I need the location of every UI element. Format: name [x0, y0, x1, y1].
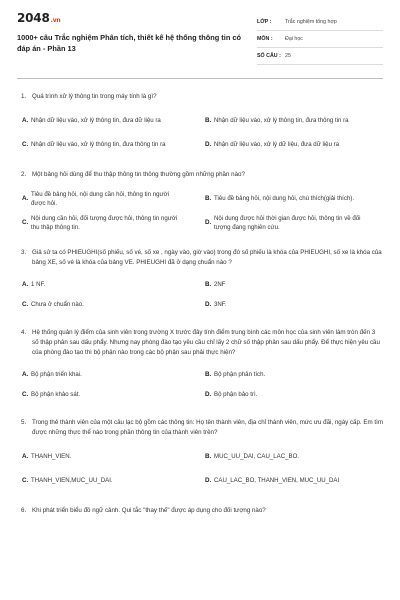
- question-item: [17, 506, 383, 516]
- option-letter: A.: [22, 281, 29, 289]
- answer-options: [17, 365, 383, 405]
- logo-number: 2048: [17, 11, 50, 25]
- option-text: Bộ phận triển khai.: [31, 371, 82, 379]
- question-number: 1.: [21, 93, 27, 100]
- answer-option[interactable]: [17, 469, 200, 493]
- question-stem: [17, 170, 383, 180]
- option-text: Chưa ở chuẩn nào.: [31, 301, 84, 309]
- option-letter: C.: [22, 301, 29, 309]
- answer-option[interactable]: [17, 133, 200, 157]
- answer-option[interactable]: [200, 211, 383, 235]
- answer-option[interactable]: [17, 295, 200, 315]
- question-number: 6.: [21, 507, 27, 514]
- option-letter: D.: [205, 141, 212, 149]
- option-text: Nhận dữ liệu vào, xử lý thông tin, đưa thông tin ra: [31, 141, 166, 149]
- answer-option[interactable]: [17, 365, 200, 385]
- option-letter: D.: [205, 219, 212, 227]
- meta-value: 25: [285, 53, 291, 59]
- answer-options: [17, 275, 383, 315]
- option-letter: B.: [205, 195, 212, 203]
- option-text: Nhận dữ liệu vào, xử lý thông tin, đưa dữ liệu ra: [31, 117, 161, 125]
- option-letter: C.: [22, 219, 29, 227]
- logo-suffix: .vn: [50, 17, 61, 24]
- meta-row-count: [257, 48, 383, 65]
- option-text: Nội dung được hỏi thời gian được hỏi, thông tin về đối tượng đang nghiên cứu.: [214, 214, 361, 231]
- option-letter: B.: [205, 281, 212, 289]
- answer-options: [17, 187, 383, 235]
- document-title: 1000+ câu Trắc nghiệm Phân tích, thiết kế hệ thống thông tin có đáp án - Phần 13: [17, 33, 242, 53]
- option-letter: B.: [205, 371, 212, 379]
- option-text: Nội dung cần hỏi, đối tượng được hỏi, thông tin người thu thập thông tin.: [31, 214, 178, 231]
- option-text: 2NF: [214, 281, 226, 289]
- answer-option[interactable]: [17, 109, 200, 133]
- question-text: Giả sử ta có PHIEUGHI(số phiếu, số vé, số xe , ngày vào, giờ vào) trong đó số phiếu là khóa của PHIEUGHI, số xe là khóa của bảng XE, số vé là khóa của bảng VE. PHIEUGHI đã ở dạng chuẩn nào ?: [32, 249, 382, 266]
- meta-value: Đại học: [285, 36, 303, 42]
- option-text: MUC_UU_DAI, CAU_LAC_BO.: [214, 453, 299, 461]
- question-text: Trong thẻ thành viên của một câu lạc bộ gồm các thông tin: Họ tên thành viên, địa chỉ thành viên, mức ưu đãi, ngày cấp. Em tìm được những thực thể nào trong phần thông tin của thành viên trên?: [32, 419, 383, 436]
- option-letter: B.: [205, 117, 212, 125]
- meta-row-class: [257, 14, 383, 31]
- answer-option[interactable]: [200, 385, 383, 405]
- question-item: [17, 92, 383, 157]
- option-text: THANH_VIEN.: [31, 453, 72, 461]
- answer-options: [17, 109, 383, 157]
- question-stem: [17, 248, 383, 268]
- option-letter: A.: [22, 195, 29, 203]
- option-text: Nhận dữ liệu vào, xử lý dữ liệu, đưa dữ liệu ra: [214, 141, 340, 149]
- option-letter: B.: [205, 453, 212, 461]
- question-item: [17, 328, 383, 405]
- option-text: CAU_LAC_BO, THANH_VIEN, MUC_UU_DAI: [214, 477, 340, 485]
- question-item: [17, 418, 383, 493]
- option-letter: A.: [22, 117, 29, 125]
- answer-option[interactable]: [200, 295, 383, 315]
- option-letter: A.: [22, 453, 29, 461]
- answer-option[interactable]: [17, 445, 200, 469]
- option-text: Bộ phận phân tích.: [214, 371, 266, 379]
- answer-option[interactable]: [200, 445, 383, 469]
- header-divider: [17, 78, 383, 79]
- answer-option[interactable]: [200, 469, 383, 493]
- answer-option[interactable]: [17, 211, 200, 235]
- option-letter: A.: [22, 371, 29, 379]
- option-text: THANH_VIEN,MUC_UU_DAI.: [31, 477, 113, 485]
- meta-row-subject: [257, 31, 383, 48]
- question-number: 5.: [21, 419, 27, 426]
- answer-option[interactable]: [200, 109, 383, 133]
- site-logo[interactable]: [17, 12, 249, 27]
- answer-option[interactable]: [17, 385, 200, 405]
- option-letter: C.: [22, 141, 29, 149]
- option-text: 1 NF.: [31, 281, 46, 289]
- question-number: 3.: [21, 249, 27, 256]
- option-text: Nhận dữ liệu vào, xử lý thông tin, đưa thông tin ra: [214, 117, 349, 125]
- question-number: 4.: [21, 329, 27, 336]
- option-text: Tiêu đề bảng hỏi, nội dung hỏi, chú thích(giải thích).: [214, 195, 355, 203]
- option-text: 3NF.: [214, 301, 227, 309]
- option-text: Tiêu đề bảng hỏi, nội dung cần hỏi, thông tin người được hỏi.: [31, 190, 169, 207]
- option-letter: C.: [22, 477, 29, 485]
- header-left: [17, 12, 249, 74]
- question-stem: [17, 92, 383, 102]
- answer-option[interactable]: [200, 365, 383, 385]
- option-text: Bộ phận bảo trì.: [214, 391, 258, 399]
- option-letter: D.: [205, 391, 212, 399]
- option-letter: D.: [205, 301, 212, 309]
- answer-option[interactable]: [200, 275, 383, 295]
- answer-option[interactable]: [200, 133, 383, 157]
- answer-option[interactable]: [200, 187, 383, 211]
- question-stem: [17, 418, 383, 438]
- document-header: [17, 12, 383, 74]
- question-item: [17, 248, 383, 315]
- meta-key: SỐ CÂU :: [257, 53, 281, 59]
- answer-options: [17, 445, 383, 493]
- answer-option[interactable]: [17, 187, 200, 211]
- option-text: Bộ phận khảo sát.: [31, 391, 81, 399]
- meta-value: Trắc nghiệm tổng hợp: [285, 19, 337, 25]
- question-stem: [17, 328, 383, 358]
- question-list: [17, 92, 383, 516]
- question-text: Khi phát triển biểu đồ ngữ cảnh. Qui tắc "thay thế" được áp dụng cho đối tượng nào?: [32, 507, 266, 514]
- answer-option[interactable]: [17, 275, 200, 295]
- question-item: [17, 170, 383, 235]
- option-letter: D.: [205, 477, 212, 485]
- question-number: 2.: [21, 171, 27, 178]
- meta-key: MÔN :: [257, 36, 273, 42]
- question-text: Một bảng hỏi dùng để thu thập thông tin thông thường gồm những phần nào?: [32, 171, 245, 178]
- option-letter: C.: [22, 391, 29, 399]
- question-text: Quá trình xử lý thông tin trong máy tính là gì?: [32, 93, 157, 100]
- meta-key: LỚP :: [257, 19, 272, 25]
- question-text: Hệ thống quản lý điểm của sinh viên trong trường X trước đây tính điểm trung bình các môn học của sinh viên làm tròn đến 3 số thập phân sau dấu phẩy. Nhưng nay phòng đào tạo yêu cầu chỉ lấy 2 chữ số thập phân sau dấu phẩy. Để thực hiện yêu cầu của phòng đào tạo thì bộ phận nào trong các bộ phận sau phải thực hiện?: [32, 329, 380, 356]
- meta-table: [257, 14, 383, 74]
- question-stem: [17, 506, 383, 516]
